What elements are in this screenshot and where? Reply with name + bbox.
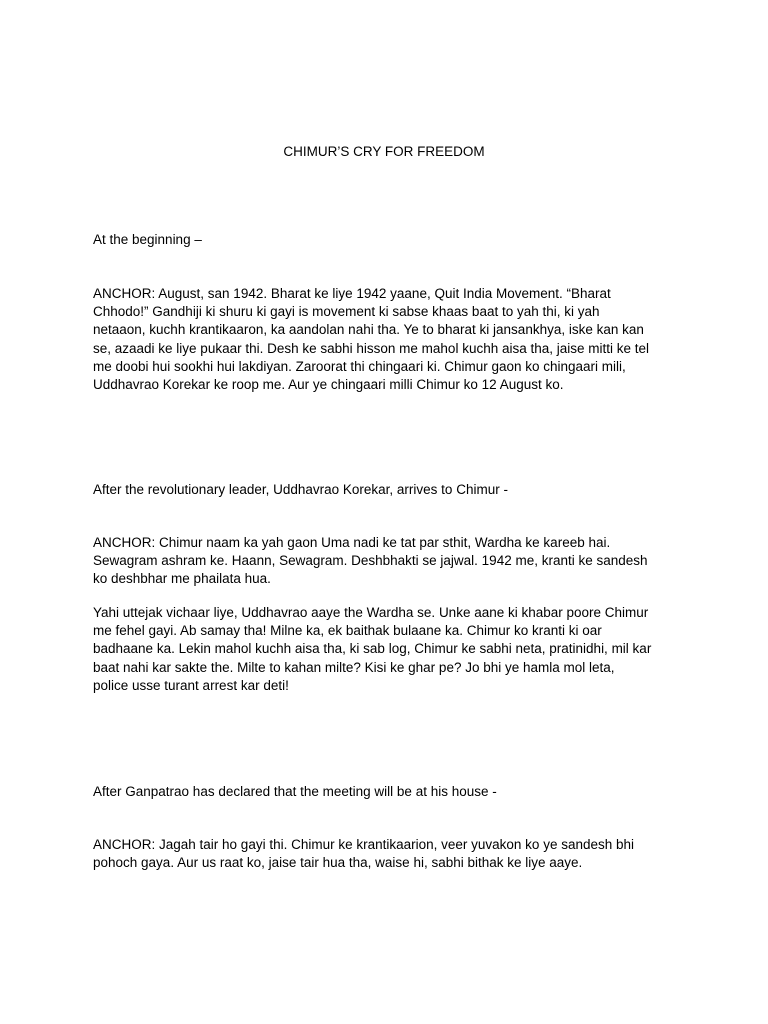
paragraph-line: Yahi uttejak vichaar liye, Uddhavrao aaye the Wardha se. Unke aane ki khabar poore Chimur (93, 605, 649, 620)
anchor-paragraph-2 (93, 534, 685, 589)
paragraph-line: me doobi hui sookhi hui lakdiyan. Zaroorat thi chingaari ki. Chimur gaon ko chingaari mili, (93, 358, 626, 374)
body-paragraph-3 (93, 604, 685, 695)
paragraph-line: Uddhavrao Korekar ke roop me. Aur ye chingaari milli Chimur ko 12 August ko. (93, 377, 564, 393)
anchor-paragraph-1 (93, 285, 685, 394)
anchor-paragraph-4 (93, 836, 685, 872)
section-heading-beginning: At the beginning – (93, 232, 202, 247)
paragraph-line: ANCHOR: August, san 1942. Bharat ke liye 1942 yaane, Quit India Movement. “Bharat (93, 286, 611, 301)
paragraph-line: me fehel gayi. Ab samay tha! Milne ka, ek baithak bulaane ka. Chimur ko kranti ki oar (93, 623, 602, 639)
paragraph-line: Sewagram ashram ke. Haann, Sewagram. Deshbhakti se jajwal. 1942 me, kranti ke sandesh (93, 553, 648, 569)
paragraph-line: police usse turant arrest kar deti! (93, 677, 289, 693)
paragraph-line: ko deshbhar me phailata hua. (93, 571, 271, 587)
paragraph-line: se, azaadi ke liye pukaar thi. Desh ke sabhi hisson me mahol kuchh aisa tha, jaise mitti ke tel (93, 340, 650, 356)
section-heading-arrival: After the revolutionary leader, Uddhavrao Korekar, arrives to Chimur - (93, 482, 508, 497)
paragraph-line: badhaane ka. Lekin mahol kuchh aisa tha, ki sab log, Chimur ke sabhi neta, pratinidhi, mil kar (93, 641, 652, 657)
paragraph-line: netaaon, kuchh krantikaaron, ka aandolan nahi tha. Ye to bharat ki jansankhya, iske kan kan (93, 322, 644, 338)
paragraph-line: pohoch gaya. Aur us raat ko, jaise tair hua tha, waise hi, sabhi bithak ke liye aaye. (93, 855, 583, 871)
paragraph-line: ANCHOR: Chimur naam ka yah gaon Uma nadi ke tat par sthit, Wardha ke kareeb hai. (93, 535, 611, 550)
section-heading-meeting: After Ganpatrao has declared that the meeting will be at his house - (93, 784, 497, 799)
paragraph-line: Chhodo!” Gandhiji ki shuru ki gayi is movement ki sabse khaas baat to yah thi, ki yah (93, 304, 600, 320)
paragraph-line: ANCHOR: Jagah tair ho gayi thi. Chimur ke krantikaarion, veer yuvakon ko ye sandesh bhi (93, 837, 635, 852)
page-title: CHIMUR’S CRY FOR FREEDOM (283, 144, 485, 159)
paragraph-line: baat nahi kar sakte the. Milte to kahan milte? Kisi ke ghar pe? Jo bhi ye hamla mol leta, (93, 659, 615, 675)
